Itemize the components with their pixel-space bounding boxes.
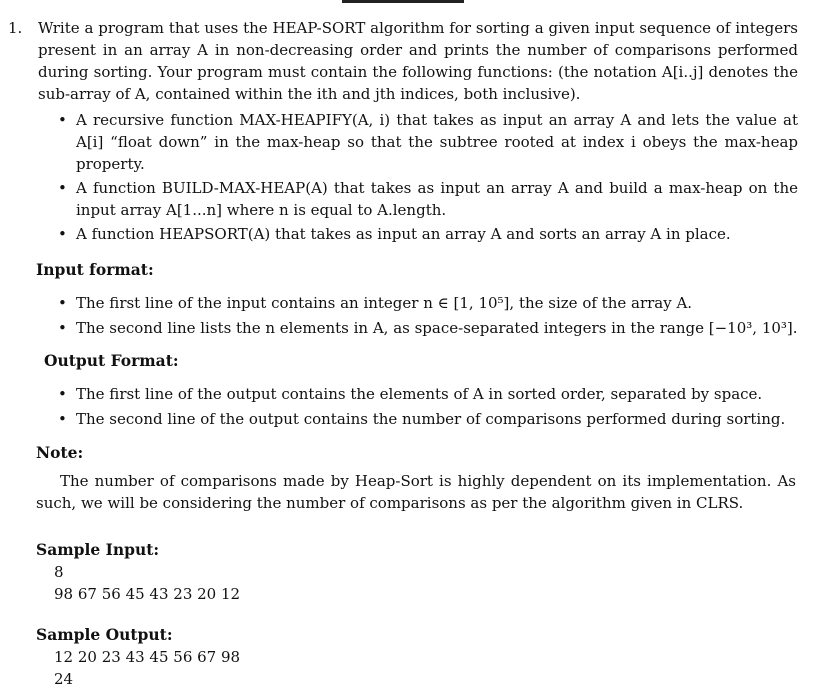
output-format-heading: Output Format: bbox=[44, 351, 179, 370]
note-heading: Note: bbox=[36, 443, 84, 462]
sample-output-line: 24 bbox=[54, 670, 74, 688]
note-text: The number of comparisons made by Heap-Sort is highly dependent on its implementation. As such, we will be considering the number of comparisons as per the algorithm given in CLRS. bbox=[36, 472, 796, 512]
input-format-list bbox=[58, 292, 798, 339]
bullet-icon: • bbox=[58, 385, 67, 403]
function-item bbox=[58, 177, 798, 221]
bullet-icon: • bbox=[58, 294, 67, 312]
sample-output-heading: Sample Output: bbox=[36, 625, 173, 644]
top-rule bbox=[342, 0, 464, 3]
output-format-item bbox=[58, 383, 798, 405]
problem-number: 1. bbox=[8, 19, 23, 37]
function-list bbox=[58, 109, 798, 245]
output-format-item bbox=[58, 408, 798, 430]
input-format-text: The first line of the input contains an integer n ∈ [1, 10⁵], the size of the array A. bbox=[76, 294, 693, 312]
function-text: A function BUILD-MAX-HEAP(A) that takes as input an array A and build a max-heap on the input array A[1...n] where n is equal to A.length. bbox=[76, 179, 798, 219]
function-item bbox=[58, 109, 798, 175]
function-text: A recursive function MAX-HEAPIFY(A, i) that takes as input an array A and lets the value at A[i] “float down” in the max-heap so that the subtree rooted at index i obeys the max-heap property. bbox=[76, 111, 798, 173]
sample-input-line: 8 bbox=[54, 563, 64, 581]
sample-input-heading: Sample Input: bbox=[36, 540, 160, 559]
bullet-icon: • bbox=[58, 319, 67, 337]
bullet-icon: • bbox=[58, 410, 67, 428]
function-text: A function HEAPSORT(A) that takes as input an array A and sorts an array A in place. bbox=[76, 225, 731, 243]
input-format-item bbox=[58, 292, 798, 314]
input-format-text: The second line lists the n elements in A, as space-separated integers in the range [−10³, 10³]. bbox=[76, 319, 798, 337]
function-item bbox=[58, 223, 798, 245]
bullet-icon: • bbox=[58, 111, 67, 129]
input-format-heading: Input format: bbox=[36, 260, 154, 279]
output-format-text: The second line of the output contains the number of comparisons performed during sorting. bbox=[76, 410, 786, 428]
sample-output-line: 12 20 23 43 45 56 67 98 bbox=[54, 648, 241, 666]
output-format-list bbox=[58, 383, 798, 430]
problem-intro: Write a program that uses the HEAP-SORT algorithm for sorting a given input sequence of integers present in an array A in non-decreasing order and prints the number of comparisons performed during sorting. Your program must contain the following functions: (the notation A[i..j] denotes the sub-array of A, contained within the ith and jth indices, both inclusive). bbox=[38, 19, 798, 103]
output-format-text: The first line of the output contains the elements of A in sorted order, separated by space. bbox=[76, 385, 763, 403]
bullet-icon: • bbox=[58, 179, 67, 197]
bullet-icon: • bbox=[58, 225, 67, 243]
input-format-item bbox=[58, 317, 798, 339]
sample-input-line: 98 67 56 45 43 23 20 12 bbox=[54, 585, 241, 603]
